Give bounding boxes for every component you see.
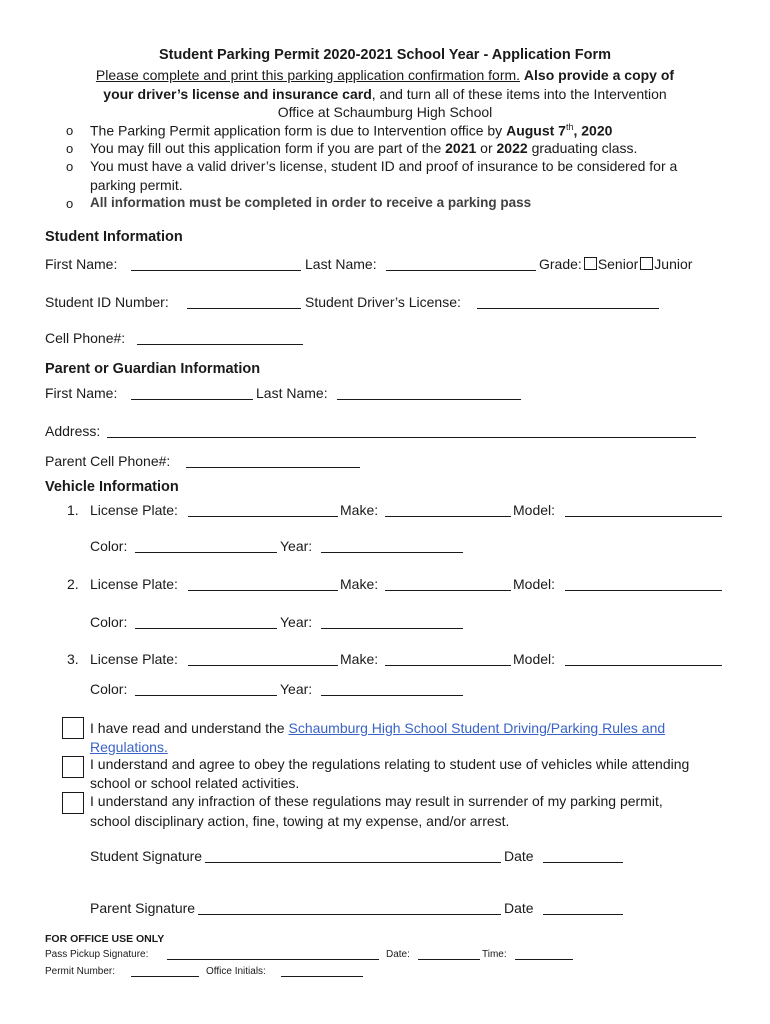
form-title: Student Parking Permit 2020-2021 School Year - Application Form — [158, 47, 612, 63]
vehicle-1-color-field[interactable] — [135, 539, 277, 553]
vehicle-3-color-field[interactable] — [135, 682, 277, 696]
parent-date-field[interactable] — [543, 901, 623, 915]
bullet-class-years — [90, 140, 637, 156]
parent-signature-field[interactable] — [198, 901, 501, 915]
agreement-rules-text: I have read and understand the — [90, 720, 285, 736]
agreement-infraction-checkbox[interactable] — [62, 792, 84, 814]
due-date: August 7 — [506, 122, 566, 139]
student-first-name-label: First Name: — [45, 256, 118, 272]
vehicle-1-model-label: Model: — [513, 502, 556, 518]
student-first-name-field[interactable] — [131, 257, 301, 271]
intro-line-3: Office at Schaumburg High School — [277, 104, 493, 120]
parent-first-name-label: First Name: — [45, 385, 118, 401]
student-cell-label: Cell Phone#: — [45, 330, 126, 346]
class-year-2021: 2021 — [445, 140, 477, 156]
student-cell-field[interactable] — [137, 331, 303, 345]
vehicle-info-heading: Vehicle Information — [45, 479, 179, 495]
student-info-heading: Student Information — [45, 229, 183, 245]
agreement-rules-line1 — [90, 720, 665, 736]
intro-line-2 — [0, 86, 770, 102]
bullet-requirements-line2: parking permit. — [90, 177, 183, 193]
agreement-obey-line2: school or school related activities. — [90, 775, 300, 791]
vehicle-1-plate-field[interactable] — [188, 503, 338, 517]
student-last-name-field[interactable] — [386, 257, 536, 271]
intro-line-2-rest: , and turn all of these items into the Intervention — [371, 86, 667, 102]
vehicle-2-year-field[interactable] — [321, 615, 463, 629]
vehicle-2-plate-label: License Plate: — [90, 576, 178, 592]
intro-underlined: Please complete and print this parking application confirmation form. — [95, 67, 521, 83]
parent-date-label: Date — [504, 900, 534, 916]
vehicle-1-year-field[interactable] — [321, 539, 463, 553]
student-last-name-label: Last Name: — [305, 256, 377, 272]
vehicle-3-year-label: Year: — [280, 681, 313, 697]
vehicle-3-number: 3. — [67, 651, 79, 667]
agreement-infraction-line2: school disciplinary action, fine, towing at my expense, and/or arrest. — [90, 813, 510, 829]
agreement-obey-checkbox[interactable] — [62, 756, 84, 778]
vehicle-1-color-label: Color: — [90, 538, 128, 554]
bullet-requirements-line1: You must have a valid driver’s license, student ID and proof of insurance to be considered for a — [90, 158, 678, 174]
vehicle-3-plate-label: License Plate: — [90, 651, 178, 667]
bullet-all-info: All information must be completed in order to receive a parking pass — [90, 195, 532, 210]
pass-pickup-field[interactable] — [167, 949, 379, 960]
address-label: Address: — [45, 423, 101, 439]
office-date-label: Date: — [386, 949, 410, 960]
office-time-label: Time: — [482, 949, 507, 960]
bullet-marker: o — [66, 159, 74, 174]
parent-last-name-label: Last Name: — [256, 385, 328, 401]
agreement-infraction-line1: I understand any infraction of these regulations may result in surrender of my parking permit, — [90, 793, 663, 809]
vehicle-1-make-field[interactable] — [385, 503, 511, 517]
bullet-marker: o — [66, 123, 74, 138]
bullet-marker: o — [66, 196, 74, 211]
pass-pickup-label: Pass Pickup Signature: — [45, 949, 149, 960]
parking-rules-link[interactable]: Schaumburg High School Student Driving/Parking Rules and — [288, 720, 666, 736]
parent-signature-label: Parent Signature — [90, 900, 196, 916]
class-year-or: or — [480, 140, 493, 156]
vehicle-3-model-label: Model: — [513, 651, 556, 667]
intro-bold: Also provide a copy of — [523, 67, 675, 83]
junior-checkbox[interactable] — [640, 257, 653, 270]
student-id-field[interactable] — [187, 295, 301, 309]
due-date-suffix: th — [565, 122, 574, 132]
vehicle-2-model-label: Model: — [513, 576, 556, 592]
parking-rules-link-cont[interactable]: Regulations. — [90, 739, 168, 755]
parent-cell-label: Parent Cell Phone#: — [45, 453, 171, 469]
vehicle-1-plate-label: License Plate: — [90, 502, 178, 518]
agreement-rules-checkbox[interactable] — [62, 717, 84, 739]
bullet-class-text: You may fill out this application form if you are part of the — [90, 140, 442, 156]
student-date-label: Date — [504, 848, 534, 864]
vehicle-3-color-label: Color: — [90, 681, 128, 697]
due-year: , 2020 — [573, 122, 613, 139]
class-year-2022: 2022 — [496, 140, 528, 156]
permit-number-field[interactable] — [131, 966, 199, 977]
grade-group — [539, 256, 692, 272]
bullet-due-text: The Parking Permit application form is due to Intervention office by — [90, 122, 503, 139]
office-use-heading: FOR OFFICE USE ONLY — [45, 933, 165, 945]
vehicle-1-year-label: Year: — [280, 538, 313, 554]
student-signature-field[interactable] — [205, 849, 501, 863]
vehicle-2-color-label: Color: — [90, 614, 128, 630]
bullet-due-date — [90, 122, 612, 139]
student-id-label: Student ID Number: — [45, 294, 169, 310]
vehicle-2-color-field[interactable] — [135, 615, 277, 629]
vehicle-1-number: 1. — [67, 502, 79, 518]
office-date-field[interactable] — [418, 949, 480, 960]
vehicle-3-make-field[interactable] — [385, 652, 511, 666]
vehicle-2-year-label: Year: — [280, 614, 313, 630]
agreement-obey-line1: I understand and agree to obey the regulations relating to student use of vehicles while attending — [90, 756, 690, 772]
drivers-license-field[interactable] — [477, 295, 659, 309]
bullet-marker: o — [66, 141, 74, 156]
senior-checkbox[interactable] — [584, 257, 597, 270]
junior-label: Junior — [654, 256, 693, 272]
bullet-class-post: graduating class. — [531, 140, 638, 156]
vehicle-3-year-field[interactable] — [321, 682, 463, 696]
vehicle-2-make-label: Make: — [340, 576, 379, 592]
vehicle-3-model-field[interactable] — [565, 652, 722, 666]
drivers-license-label: Student Driver’s License: — [305, 294, 461, 310]
senior-label: Senior — [597, 256, 639, 272]
address-field[interactable] — [107, 424, 696, 438]
vehicle-2-make-field[interactable] — [385, 577, 511, 591]
parent-first-name-field[interactable] — [131, 386, 253, 400]
intro-line-2-bold: your driver’s license and insurance card — [103, 86, 372, 102]
vehicle-1-make-label: Make: — [340, 502, 379, 518]
agreement-rules-line2 — [90, 739, 168, 755]
grade-label: Grade: — [539, 256, 582, 272]
vehicle-3-plate-field[interactable] — [188, 652, 338, 666]
student-date-field[interactable] — [543, 849, 623, 863]
vehicle-3-make-label: Make: — [340, 651, 379, 667]
student-signature-label: Student Signature — [90, 848, 203, 864]
office-time-field[interactable] — [515, 949, 573, 960]
office-initials-label: Office Initials: — [206, 966, 266, 977]
intro-line-1 — [0, 67, 770, 83]
permit-number-label: Permit Number: — [45, 966, 116, 977]
parent-last-name-field[interactable] — [337, 386, 521, 400]
office-initials-field[interactable] — [281, 966, 363, 977]
vehicle-2-plate-field[interactable] — [188, 577, 338, 591]
vehicle-2-model-field[interactable] — [565, 577, 722, 591]
parent-cell-field[interactable] — [186, 454, 360, 468]
parent-info-heading: Parent or Guardian Information — [45, 361, 261, 377]
vehicle-2-number: 2. — [67, 576, 79, 592]
vehicle-1-model-field[interactable] — [565, 503, 722, 517]
